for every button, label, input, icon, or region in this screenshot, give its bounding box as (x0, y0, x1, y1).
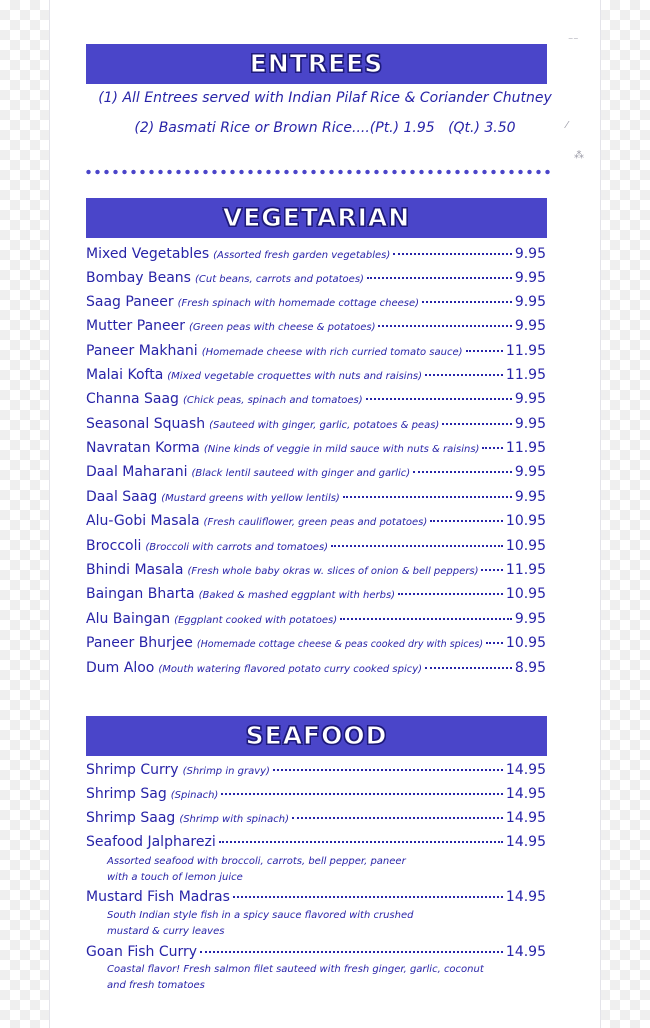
menu-item (86, 586, 546, 608)
dot-leader (482, 446, 502, 449)
item-price: 14.95 (505, 944, 546, 960)
item-description: (Mixed vegetable croquettes with nuts and raisins) (167, 371, 423, 382)
item-description: (Shrimp in gravy) (182, 766, 270, 777)
item-description: (Fresh whole baby okras w. slices of onion & bell peppers) (187, 566, 479, 577)
item-description: with a touch of lemon juice (107, 872, 243, 883)
item-price: 14.95 (505, 810, 546, 826)
item-description: (Homemade cheese with rich curried tomato sauce) (201, 347, 463, 358)
item-price: 9.95 (514, 489, 546, 505)
item-price: 9.95 (514, 416, 546, 432)
item-name: Alu Baingan (86, 611, 171, 627)
menu-item (86, 343, 546, 365)
item-name: Bhindi Masala (86, 562, 184, 578)
item-description: (Green peas with cheese & potatoes) (189, 322, 376, 333)
ink-speck: ⁻⁻ (568, 36, 579, 47)
item-price: 9.95 (514, 318, 546, 334)
menu-item (86, 440, 546, 462)
dot-leader (486, 641, 503, 644)
dot-leader (422, 300, 512, 303)
dot-leader (331, 544, 503, 547)
dot-leader (393, 252, 512, 255)
item-name: Seafood Jalpharezi (86, 834, 216, 850)
item-price: 14.95 (505, 889, 546, 905)
item-description: (Fresh spinach with homemade cottage cheese) (177, 298, 420, 309)
item-name: Shrimp Saag (86, 810, 176, 826)
item-name: Daal Maharani (86, 464, 188, 480)
item-name: Daal Saag (86, 489, 158, 505)
dot-leader (425, 666, 512, 669)
menu-item (86, 762, 546, 784)
menu-item (86, 562, 546, 584)
item-price: 14.95 (505, 762, 546, 778)
item-name: Mustard Fish Madras (86, 889, 230, 905)
item-description: (Eggplant cooked with potatoes) (174, 615, 338, 626)
item-description: (Mouth watering flavored potato curry cooked spicy) (158, 664, 423, 675)
item-description: mustard & curry leaves (107, 926, 225, 937)
menu-item (86, 270, 546, 292)
item-price: 11.95 (505, 440, 546, 456)
item-price: 10.95 (505, 513, 546, 529)
menu-item (86, 464, 546, 486)
item-name: Alu-Gobi Masala (86, 513, 200, 529)
item-price: 9.95 (514, 611, 546, 627)
item-name: Channa Saag (86, 391, 179, 407)
dot-leader (425, 373, 503, 376)
menu-item (86, 538, 546, 560)
dot-leader (233, 895, 503, 898)
item-description: Coastal flavor! Fresh salmon filet sauteed with fresh ginger, garlic, coconut (107, 964, 484, 975)
item-description: (Cut beans, carrots and potatoes) (194, 274, 364, 285)
menu-item (86, 635, 546, 657)
item-description: (Baked & mashed eggplant with herbs) (198, 590, 396, 601)
ink-speck: ⁄ (566, 120, 568, 131)
item-price: 10.95 (505, 635, 546, 651)
item-description: (Broccoli with carrots and tomatoes) (145, 542, 329, 553)
item-price: 8.95 (514, 660, 546, 676)
item-description: (Chick peas, spinach and tomatoes) (182, 395, 363, 406)
item-name: Dum Aloo (86, 660, 155, 676)
menu-item (86, 416, 546, 438)
item-price: 11.95 (505, 367, 546, 383)
dot-leader (292, 816, 503, 819)
entrees-note-basmati: (2) Basmati Rice or Brown Rice....(Pt.) 1.95 (Qt.) 3.50 (134, 120, 516, 136)
item-name: Shrimp Curry (86, 762, 179, 778)
seafood-banner: SEAFOOD (86, 716, 547, 756)
item-name: Seasonal Squash (86, 416, 206, 432)
dot-leader (219, 840, 503, 843)
item-description: (Fresh cauliflower, green peas and potatoes) (203, 517, 428, 528)
item-price: 9.95 (514, 391, 546, 407)
item-name: Shrimp Sag (86, 786, 167, 802)
item-description: (Sauteed with ginger, garlic, potatoes & peas) (209, 420, 440, 431)
dot-leader (221, 792, 503, 795)
menu-item (86, 367, 546, 389)
dot-leader (466, 349, 503, 352)
entrees-banner: ENTREES (86, 44, 547, 84)
item-name: Baingan Bharta (86, 586, 195, 602)
dot-leader (413, 470, 512, 473)
item-name: Malai Kofta (86, 367, 164, 383)
dot-leader (366, 397, 512, 400)
item-name: Broccoli (86, 538, 142, 554)
dot-leader (481, 568, 502, 571)
menu-item (86, 318, 546, 340)
item-description: (Nine kinds of veggie in mild sauce with nuts & raisins) (203, 444, 480, 455)
dot-leader (378, 324, 511, 327)
item-name: Bombay Beans (86, 270, 191, 286)
menu-item (86, 489, 546, 511)
item-name: Navratan Korma (86, 440, 200, 456)
entrees-note-rice: (1) All Entrees served with Indian Pilaf Rice & Coriander Chutney (98, 90, 552, 106)
dot-leader (273, 768, 503, 771)
dot-leader (442, 422, 512, 425)
item-name: Mutter Paneer (86, 318, 185, 334)
dot-leader (343, 495, 512, 498)
item-name: Mixed Vegetables (86, 246, 210, 262)
item-description: and fresh tomatoes (107, 980, 205, 991)
menu-item (86, 611, 546, 633)
dot-leader (430, 519, 503, 522)
dot-leader (367, 276, 512, 279)
vegetarian-banner: VEGETARIAN (86, 198, 547, 238)
item-price: 9.95 (514, 270, 546, 286)
item-price: 10.95 (505, 586, 546, 602)
item-name: Paneer Makhani (86, 343, 198, 359)
menu-item (86, 246, 546, 268)
menu-item (86, 786, 546, 808)
item-price: 10.95 (505, 538, 546, 554)
item-description: (Mustard greens with yellow lentils) (161, 493, 340, 504)
item-description: Assorted seafood with broccoli, carrots, bell pepper, paneer (107, 856, 406, 867)
menu-page (50, 0, 600, 1028)
dot-leader (398, 592, 503, 595)
item-description: (Spinach) (170, 790, 219, 801)
item-price: 11.95 (505, 562, 546, 578)
item-description: South Indian style fish in a spicy sauce flavored with crushed (107, 910, 414, 921)
item-description: (Homemade cottage cheese & peas cooked dry with spices) (196, 639, 484, 650)
item-name: Paneer Bhurjee (86, 635, 193, 651)
item-description: (Shrimp with spinach) (179, 814, 289, 825)
menu-item (86, 513, 546, 535)
menu-item (86, 294, 546, 316)
item-price: 9.95 (514, 294, 546, 310)
item-name: Saag Paneer (86, 294, 174, 310)
dotted-divider (84, 168, 550, 176)
ink-speck: ⁂ (574, 150, 584, 161)
menu-item (86, 660, 546, 682)
dot-leader (200, 950, 503, 953)
item-description: (Black lentil sauteed with ginger and garlic) (191, 468, 411, 479)
menu-item (86, 834, 546, 856)
dot-leader (340, 617, 512, 620)
item-price: 14.95 (505, 786, 546, 802)
item-price: 14.95 (505, 834, 546, 850)
item-price: 9.95 (514, 246, 546, 262)
menu-item (86, 391, 546, 413)
item-name: Goan Fish Curry (86, 944, 198, 960)
menu-item (86, 810, 546, 832)
item-description: (Assorted fresh garden vegetables) (213, 250, 391, 261)
item-price: 11.95 (505, 343, 546, 359)
item-price: 9.95 (514, 464, 546, 480)
